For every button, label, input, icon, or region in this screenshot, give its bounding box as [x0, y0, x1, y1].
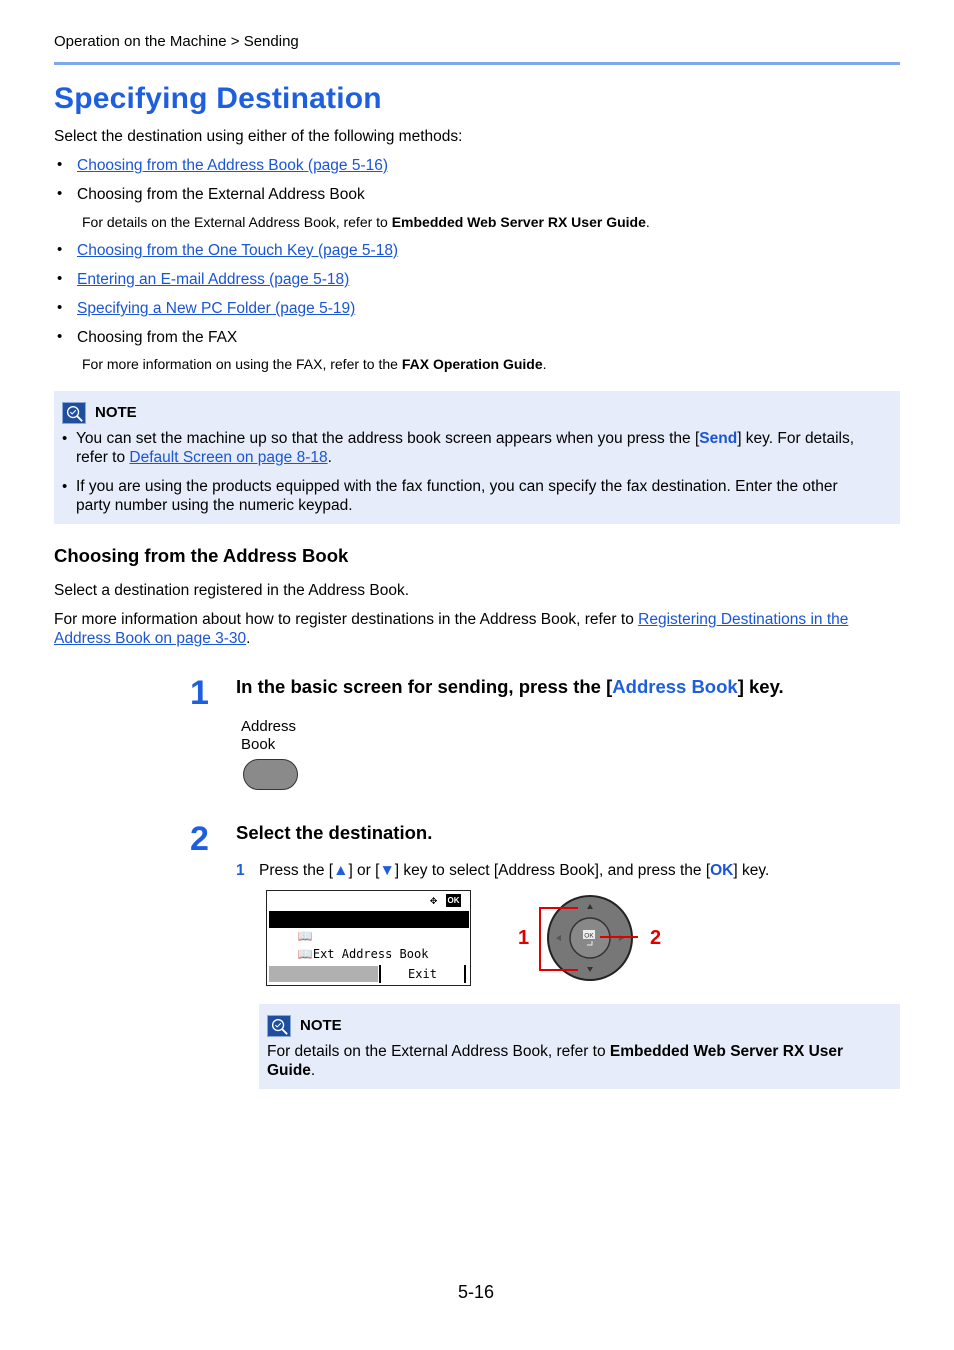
bullet-marker: • [62, 478, 68, 495]
note-ext-address-book: For details on the External Address Book, refer to Embedded Web Server RX User Guide. [267, 1043, 844, 1079]
ok-key-label: OK [584, 932, 594, 940]
link-one-touch-key[interactable]: Choosing from the One Touch Key (page 5-18) [77, 242, 399, 259]
note-item-send-key: You can set the machine up so that the address book screen appears when you press the [Send] key. For details, refer to Default Screen on page 8-18. [76, 430, 855, 466]
lcd-row-address-book[interactable]: 📖Address Book [269, 911, 469, 928]
link-default-screen[interactable]: Default Screen on page 8-18 [129, 449, 328, 466]
method-external-address-book: Choosing from the External Address Book [77, 186, 365, 203]
breadcrumb: Operation on the Machine > Sending [54, 33, 299, 50]
move-arrows-icon: ✥ [430, 893, 438, 907]
up-arrow-icon: ▲ [333, 862, 349, 879]
lcd-progress-bar [269, 966, 378, 982]
lcd-screen [266, 890, 471, 986]
substep-text: Press the [▲] or [▼] key to select [Address Book], and press the [OK] key. [259, 862, 770, 879]
bullet-marker: • [57, 156, 63, 173]
note-heading: NOTE [95, 404, 137, 421]
bullet-marker: • [57, 270, 63, 287]
page-number: 5-16 [458, 1282, 495, 1302]
bullet-marker: • [62, 430, 68, 447]
link-registering-destinations[interactable]: Registering Destinations in the [638, 611, 849, 628]
section-register-info: For more information about how to register destinations in the Address Book, refer to Registering Destinations in the Address Book on page 3-30. [54, 611, 849, 647]
header-rule [54, 62, 900, 65]
link-pc-folder[interactable]: Specifying a New PC Folder (page 5-19) [77, 300, 356, 317]
lcd-row-ext-address-book[interactable]: 📖Ext Address Book [297, 947, 429, 961]
bullet-marker: • [57, 299, 63, 316]
external-address-book-detail: For details on the External Address Book, refer to Embedded Web Server RX User Guide. [82, 214, 650, 230]
intro-text: Select the destination using either of the following methods: [54, 128, 463, 145]
bullet-marker: • [57, 185, 63, 202]
lcd-ok-badge: OK [447, 896, 460, 905]
link-registering-destinations-cont[interactable]: Address Book on page 3-30 [54, 630, 247, 647]
note-heading: NOTE [300, 1017, 342, 1034]
section-heading: Choosing from the Address Book [54, 545, 349, 566]
note-box [259, 1004, 900, 1089]
note-icon [267, 1015, 291, 1037]
link-email-address[interactable]: Entering an E-mail Address (page 5-18) [77, 271, 350, 288]
fax-detail: For more information on using the FAX, refer to the FAX Operation Guide. [82, 356, 547, 372]
bullet-marker: • [57, 241, 63, 258]
lcd-title-row [272, 892, 460, 909]
address-book-key-label: Address Book [241, 718, 297, 753]
link-address-book[interactable]: Choosing from the Address Book (page 5-16) [77, 157, 389, 174]
callout-2: 2 [650, 927, 662, 949]
step-number: 2 [190, 820, 209, 858]
note-box [54, 391, 900, 524]
lcd-exit-softkey[interactable]: Exit [379, 965, 466, 983]
book-icon: 📖 [297, 947, 313, 961]
note-item-fax: If you are using the products equipped with the fax function, you can specify the fax destination. Enter the other party number using the numeric keypad. [76, 478, 838, 514]
step-2-text: Select the destination. [236, 822, 433, 843]
note-icon [62, 402, 86, 424]
substep-number: 1 [236, 862, 245, 879]
step-number: 1 [190, 674, 209, 712]
down-arrow-icon: ▼ [379, 862, 395, 879]
bullet-marker: • [57, 328, 63, 345]
book-icon: 📖 [297, 929, 313, 943]
step-1-text: In the basic screen for sending, press the [Address Book] key. [236, 676, 784, 697]
address-book-key-button[interactable] [243, 759, 298, 790]
callout-1: 1 [518, 927, 530, 949]
page-title: Specifying Destination [54, 82, 382, 115]
method-fax: Choosing from the FAX [77, 329, 238, 346]
section-intro: Select a destination registered in the Address Book. [54, 582, 409, 599]
navigation-pad [510, 890, 670, 990]
